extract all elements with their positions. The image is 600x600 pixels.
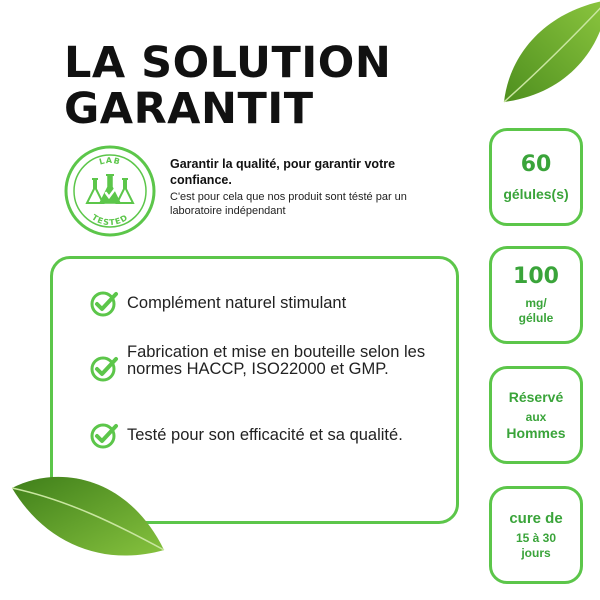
stat-audience [489, 366, 583, 464]
svg-text:LAB [98, 156, 121, 167]
feature-text: Complément naturel stimulant [127, 294, 347, 312]
lab-tested-badge-icon [62, 143, 158, 239]
feature-text: Testé pour son efficacité et sa qualité. [127, 426, 403, 444]
stat-line-2: aux [525, 409, 547, 424]
guarantee-heading: Garantir la qualité, pour garantir votre confiance. [170, 157, 396, 187]
stat-dosage [489, 246, 583, 344]
check-circle-icon [89, 354, 119, 384]
stat-line-1: cure de [509, 509, 563, 527]
stat-value: 60 [520, 151, 552, 177]
check-circle-icon [89, 421, 119, 451]
feature-item [89, 344, 427, 384]
stat-value: 100 [513, 264, 559, 289]
title-line-1: LA SOLUTION [64, 38, 392, 88]
leaf-top-right-icon [490, 0, 600, 110]
stat-line-1: Réservé [508, 388, 564, 405]
stat-unit: gélules(s) [503, 185, 569, 202]
stat-capsule-count [489, 128, 583, 226]
badge-bottom-text: TESTED [90, 212, 130, 228]
leaf-bottom-left-icon [8, 470, 168, 570]
stat-cure-duration [489, 486, 583, 584]
quality-guarantee [170, 156, 450, 218]
stat-line-2: 15 à 30 [515, 530, 557, 545]
title-line-2: GARANTIT [64, 84, 314, 134]
stat-line-3: jours [521, 545, 551, 560]
check-circle-icon [89, 289, 119, 319]
stat-unit-2: gélule [518, 311, 554, 325]
guarantee-body: C'est pour cela que nos produit sont tésté par un laboratoire indépendant [170, 191, 407, 217]
stat-unit: mg/ [525, 296, 547, 310]
feature-item [89, 421, 447, 451]
stat-line-3: Hommes [506, 424, 566, 441]
page-title [64, 40, 391, 132]
feature-text: Fabrication et mise en bouteille selon les normes HACCP, ISO22000 et GMP. [127, 343, 426, 378]
feature-item [89, 289, 427, 319]
badge-top-text: LAB [98, 155, 122, 167]
